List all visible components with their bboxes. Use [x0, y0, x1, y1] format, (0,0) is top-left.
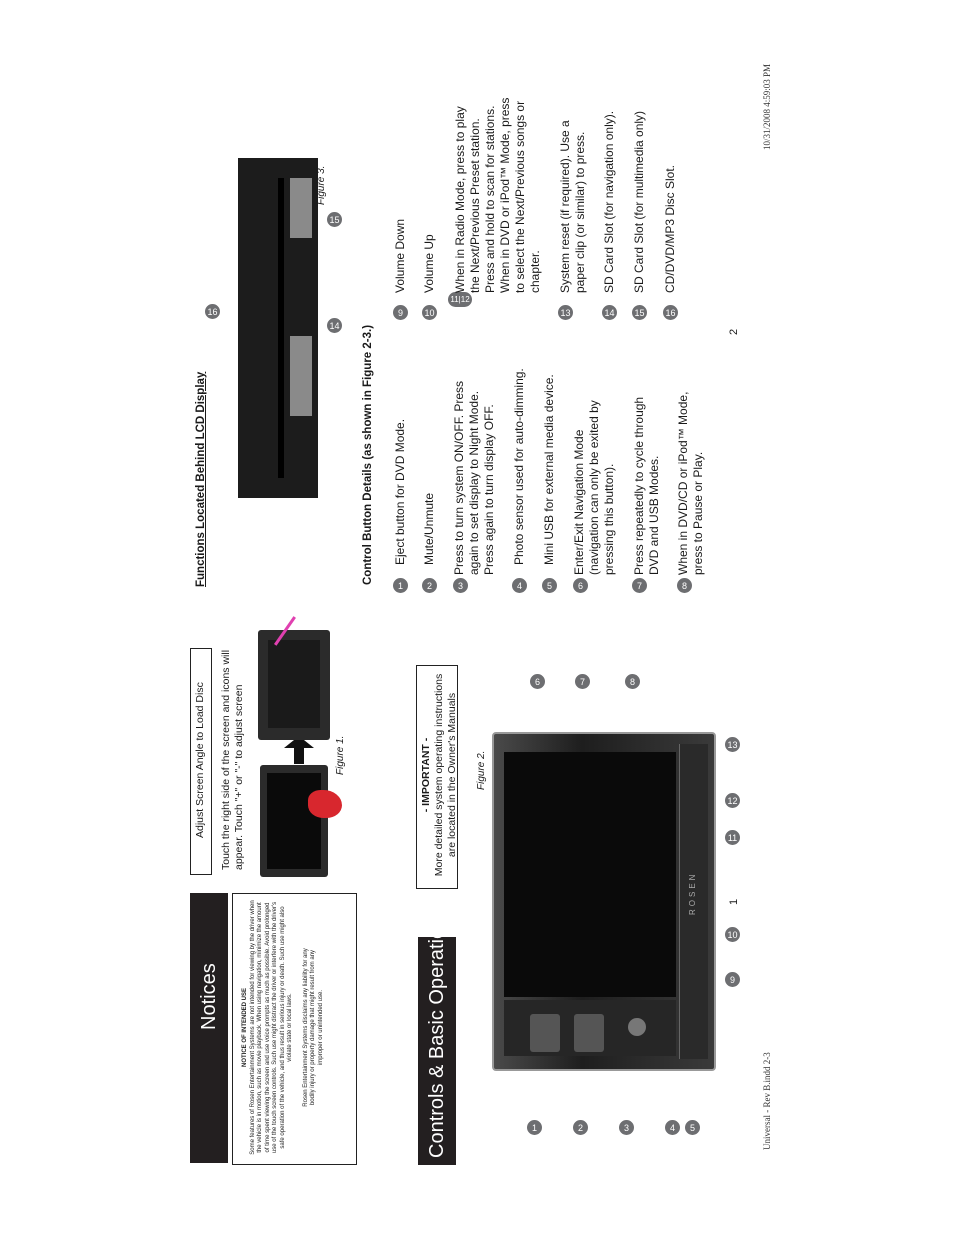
notices-body: Some features of Rosen Entertainment Systems are not intended for viewing by the driver when the vehicle is in motion, such as movie playback. When using navigation, minimize the amount of time spent viewing the screen and use voice prompts as much as possible. Avoid prolonged use of the touch screen controls. Such use might distract the driver or interfere with the driver's safe operation of the vehicle, and thus result in serious injury or death. Such use might also violate state or local laws. [249, 900, 293, 1155]
head-unit [492, 732, 716, 1071]
callout-12: 12 [725, 793, 740, 808]
callout-16: 16 [205, 304, 220, 319]
hand-icon [308, 790, 342, 818]
detail-text-6: Enter/Exit Navigation Mode (navigation can only be exited by pressing this button). [572, 400, 616, 575]
sd-slot-multimedia [290, 178, 312, 238]
detail-num-11-12: 11|12 [448, 292, 472, 307]
figure1-closed-screen [260, 765, 328, 877]
detail-text-5: Mini USB for external media device. [542, 374, 556, 565]
left-button-strip [504, 1000, 676, 1056]
detail-text-13: System reset (if required). Use a paper clip (or similar) to press. [558, 120, 587, 293]
important-text: More detailed system operating instructions are located in the Owner's Manuals [433, 673, 458, 877]
figure3-caption: Figure 3. [316, 165, 327, 205]
detail-text-4: Photo sensor used for auto-dimming. [512, 368, 526, 565]
figure3-behind-display [238, 158, 318, 498]
callout-15: 15 [327, 212, 342, 227]
detail-num-5: 5 [542, 578, 557, 593]
controls-title: Controls & Basic Operations [426, 906, 448, 1158]
detail-num-3: 3 [453, 578, 468, 593]
important-content [420, 670, 459, 880]
callout-6: 6 [530, 674, 545, 689]
detail-text-7: Press repeatedly to cycle through DVD and USB Modes. [632, 396, 661, 575]
callout-11: 11 [725, 830, 740, 845]
detail-num-6: 6 [573, 578, 588, 593]
figure1-open-screen [258, 630, 330, 740]
right-arrow-icon [284, 736, 314, 764]
detail-text-1: Eject button for DVD Mode. [393, 418, 407, 565]
detail-num-7: 7 [632, 578, 647, 593]
functions-heading: Functions Located Behind LCD Display [195, 371, 207, 587]
detail-num-8: 8 [677, 578, 692, 593]
detail-num-9: 9 [393, 305, 408, 320]
adjust-text: Touch the right side of the screen and icons will appear. Touch "+" or "-" to adjust screen [220, 649, 245, 870]
page-number-right: 2 [728, 328, 740, 335]
detail-num-16: 16 [663, 305, 678, 320]
callout-9: 9 [725, 972, 740, 987]
detail-text-11-12: When in Radio Mode, press to play the Next/Previous Preset station. Press and hold to scan for stations. When in DVD or iPod™ Mode, press to select the Next/Previous songs or chapter. [453, 97, 542, 293]
power-button[interactable] [628, 1018, 646, 1036]
eject-button[interactable] [530, 1014, 560, 1052]
detail-num-13: 13 [558, 305, 573, 320]
detail-num-1: 1 [393, 578, 408, 593]
sd-slot-navigation [290, 336, 312, 416]
callout-14: 14 [327, 318, 342, 333]
detail-num-4: 4 [512, 578, 527, 593]
brand-text: ROSEN [688, 871, 697, 915]
mute-button[interactable] [574, 1014, 604, 1052]
notices-disclaimer: Rosen Entertainment Systems disclaims any liability for any bodily injury or property damage that might result from any improper or unintended use. [302, 948, 324, 1107]
detail-num-14: 14 [602, 305, 617, 320]
detail-text-8: When in DVD/CD or iPod™ Mode, press to Pause or Play. [676, 391, 705, 575]
head-unit-display [504, 752, 676, 997]
callout-4: 4 [665, 1120, 680, 1135]
detail-text-16: CD/DVD/MP3 Disc Slot. [663, 164, 677, 293]
detail-text-10: Volume Up [422, 234, 436, 293]
detail-num-2: 2 [422, 578, 437, 593]
callout-7: 7 [575, 674, 590, 689]
callout-2: 2 [573, 1120, 588, 1135]
callout-3: 3 [619, 1120, 634, 1135]
detail-text-15: SD Card Slot (for multimedia only) [632, 110, 646, 293]
detail-num-10: 10 [422, 305, 437, 320]
callout-8: 8 [625, 674, 640, 689]
figure2-caption: Figure 2. [476, 750, 487, 790]
detail-text-14: SD Card Slot (for navigation only). [602, 110, 616, 293]
callout-10: 10 [725, 927, 740, 942]
detail-text-2: Mute/Unmute [422, 492, 436, 565]
details-heading: Control Button Details (as shown in Figure 2-3.) [362, 324, 374, 585]
footer-left: Universal - Rev B.indd 2-3 [762, 1052, 772, 1150]
important-heading: - IMPORTANT - [420, 737, 432, 813]
adjust-heading: Adjust Screen Angle to Load Disc [194, 682, 206, 838]
callout-13: 13 [725, 737, 740, 752]
callout-5: 5 [685, 1120, 700, 1135]
notices-content [242, 900, 325, 1155]
detail-text-9: Volume Down [393, 218, 407, 293]
page-number-left: 1 [728, 898, 740, 905]
detail-text-3: Press to turn system ON/OFF. Press again to set display to Night Mode. Press again to turn display OFF. [452, 380, 496, 575]
notices-title: Notices [198, 963, 220, 1030]
callout-1: 1 [527, 1120, 542, 1135]
figure1-caption: Figure 1. [335, 735, 346, 775]
notices-heading: NOTICE OF INTENDED USE [242, 988, 248, 1068]
disc-slot [278, 178, 284, 478]
detail-num-15: 15 [632, 305, 647, 320]
footer-right: 10/31/2008 4:59:03 PM [762, 63, 772, 150]
